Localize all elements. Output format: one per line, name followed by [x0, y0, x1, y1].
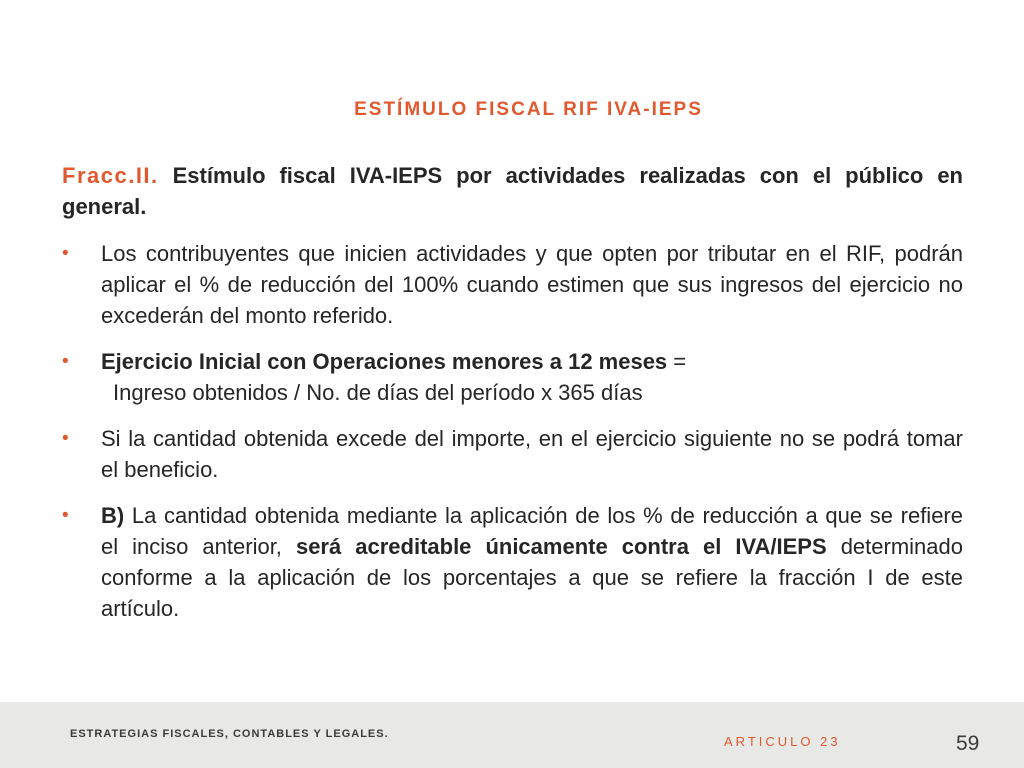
bullet-lead: B) — [101, 503, 125, 528]
bullet-bold-text: será acreditable únicamente contra el IVA/IEPS — [295, 534, 827, 559]
footer-bar — [0, 702, 1024, 768]
bullet-list — [62, 238, 963, 624]
bullet-suffix: = — [667, 349, 687, 374]
bullet-icon: • — [62, 505, 69, 526]
slide-content — [62, 160, 963, 639]
footer-company-name: ESTRATEGIAS FISCALES, CONTABLES Y LEGALES. — [70, 728, 389, 740]
bullet-item-2 — [62, 346, 963, 408]
bullet-text-part-2: determinado conforme a la aplicación de los porcentajes a que se refiere la fracción I de este artículo. — [101, 534, 964, 621]
bullet-bold-text: Ejercicio Inicial con Operaciones menores a 12 meses — [101, 349, 668, 374]
footer-article-label: ARTICULO 23 — [724, 734, 841, 749]
slide-title: ESTÍMULO FISCAL RIF IVA-IEPS — [354, 99, 703, 120]
intro-text: Estímulo fiscal IVA-IEPS por actividades realizadas con el público en general. — [62, 163, 963, 219]
bullet-text: Los contribuyentes que inicien actividades y que opten por tributar en el RIF, podrán aplicar el % de reducción del 100% cuando estimen que sus ingresos del ejercicio no excederán del monto referido. — [101, 241, 963, 328]
bullet-item-4 — [62, 500, 963, 624]
formula-text: Ingreso obtenidos / No. de días del período x 365 días — [113, 380, 643, 405]
bullet-text-part-1: La cantidad obtenida mediante la aplicación de los % de reducción a que se refiere el inciso anterior, — [101, 503, 963, 559]
bullet-icon: • — [62, 428, 69, 449]
bullet-icon: • — [62, 351, 69, 372]
bullet-item-1 — [62, 238, 963, 331]
bullet-item-3 — [62, 423, 963, 485]
page-number: 59 — [956, 732, 980, 755]
bullet-text: Si la cantidad obtenida excede del importe, en el ejercicio siguiente no se podrá tomar el beneficio. — [101, 426, 963, 482]
bullet-icon: • — [62, 243, 69, 264]
intro-paragraph — [62, 160, 963, 222]
fraction-label: Fracc.II. — [62, 163, 159, 188]
